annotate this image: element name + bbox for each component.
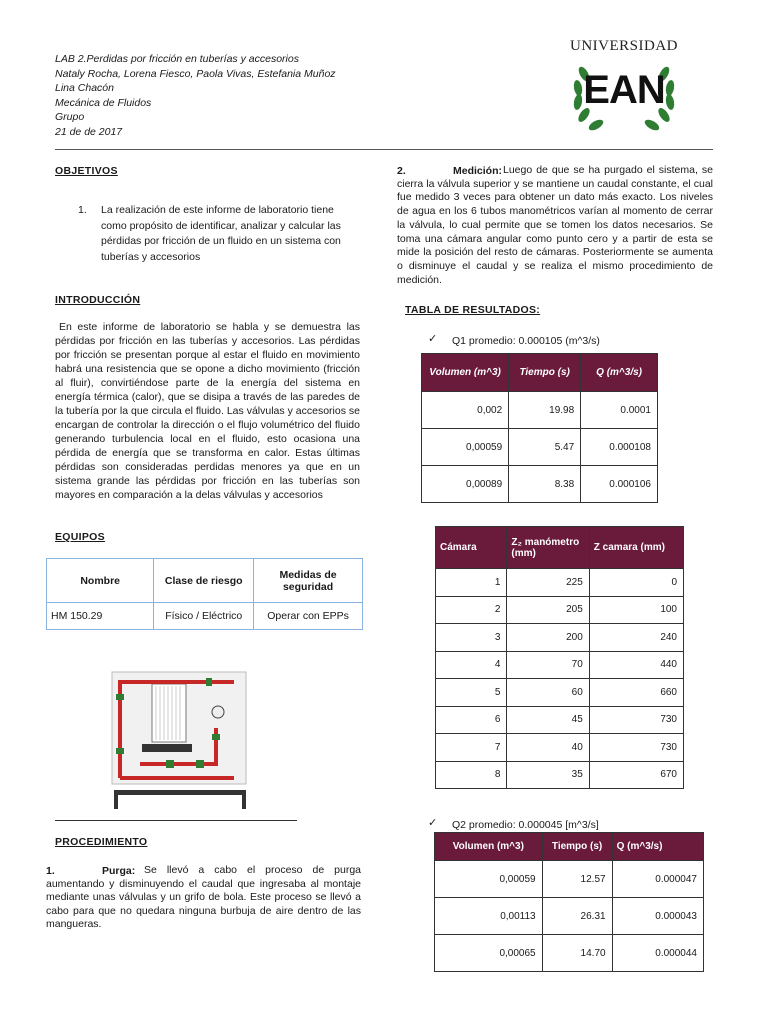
purga-number: 1. bbox=[46, 865, 55, 877]
q1-cell: 0,00059 bbox=[422, 429, 509, 466]
camaras-header-cell: Cámara bbox=[436, 527, 507, 569]
q2-header-cell: Q (m^3/s) bbox=[612, 833, 703, 861]
introduccion-heading: INTRODUCCIÓN bbox=[55, 294, 141, 306]
header-line: 21 de de 2017 bbox=[55, 125, 123, 138]
camaras-cell: 6 bbox=[436, 706, 507, 734]
equipos-header-cell: Clase de riesgo bbox=[154, 559, 254, 603]
q2-cell: 0,00113 bbox=[435, 898, 543, 935]
q2-cell: 0.000047 bbox=[612, 861, 703, 898]
header-line: LAB 2.Perdidas por fricción en tuberías y accesorios bbox=[55, 53, 299, 65]
camaras-cell: 35 bbox=[507, 761, 589, 789]
medicion-number: 2. bbox=[397, 165, 406, 177]
q1-cell: 0,002 bbox=[422, 392, 509, 429]
q2-table bbox=[434, 832, 704, 972]
q1-header-cell: Volumen (m^3) bbox=[422, 354, 509, 392]
camaras-cell: 205 bbox=[507, 596, 589, 624]
q2-header-cell: Tiempo (s) bbox=[542, 833, 612, 861]
camaras-cell: 440 bbox=[589, 651, 683, 679]
header-divider bbox=[55, 149, 713, 150]
equipos-header-cell: Medidas de seguridad bbox=[254, 559, 363, 603]
camaras-cell: 240 bbox=[589, 624, 683, 652]
camaras-cell: 670 bbox=[589, 761, 683, 789]
camaras-cell: 3 bbox=[436, 624, 507, 652]
q2-cell: 14.70 bbox=[542, 935, 612, 972]
purga-label: Purga: bbox=[102, 865, 136, 877]
q2-cell: 0.000043 bbox=[612, 898, 703, 935]
equipos-heading: EQUIPOS bbox=[55, 531, 105, 543]
camaras-cell: 40 bbox=[507, 734, 589, 762]
camaras-cell: 1 bbox=[436, 569, 507, 597]
q2-cell: 26.31 bbox=[542, 898, 612, 935]
resultados-heading: TABLA DE RESULTADOS: bbox=[405, 304, 541, 316]
camaras-cell: 5 bbox=[436, 679, 507, 707]
q1-cell: 0.000106 bbox=[581, 466, 658, 503]
header-line: Grupo bbox=[55, 111, 85, 123]
q2-cell: 0.000044 bbox=[612, 935, 703, 972]
logo-letters: EAN bbox=[583, 68, 665, 112]
document-header bbox=[55, 52, 336, 139]
q2-header-cell: Volumen (m^3) bbox=[435, 833, 543, 861]
camaras-table bbox=[435, 526, 684, 789]
q1-cell: 0,00089 bbox=[422, 466, 509, 503]
equipos-cell: HM 150.29 bbox=[47, 603, 154, 630]
camaras-cell: 0 bbox=[589, 569, 683, 597]
q1-label: Q1 promedio: 0.000105 (m^3/s) bbox=[452, 335, 600, 347]
procedimiento-heading: PROCEDIMIENTO bbox=[55, 836, 148, 848]
introduccion-text: En este informe de laboratorio se habla y se demuestra las pérdidas por fricción en las tuberías y accesorios. Las pérdidas por fricción se presentan porque al estar el fluido en movimiento habrá una resistencia que se opone a dicho movimiento (fricción al fluir), convirtiéndose parte de la energía del sistema en energía térmica (calor), que se disipa a través de las paredes de la tubería por la que circula el fluido. Las válvulas y accesorios se encargan de controlar la dirección o el flujo volumétrico del fluido generando turbulencia local en el fluido, esto ocasiona una pérdida de energía que se transforma en calor. Estas últimas pérdidas son consideradas perdidas menores ya que en un sistema grande las pérdidas por fricción en las tuberías son mayores en comparación a la delas válvulas y accesorios bbox=[55, 321, 360, 501]
q1-cell: 5.47 bbox=[509, 429, 581, 466]
objetivo-item-number: 1. bbox=[78, 204, 87, 216]
q1-cell: 8.38 bbox=[509, 466, 581, 503]
header-line: Mecánica de Fluidos bbox=[55, 96, 152, 109]
purga-text: Se llevó a cabo el proceso de purga aumentando y disminuyendo el caudal que ingresaba al montaje mediante unas válvulas y un grifo de bola. Este proceso se llevó a cabo para que no quedara ninguna burbuja de aire dentro de las mangueras. bbox=[46, 864, 361, 930]
section-divider bbox=[55, 820, 297, 821]
q1-header-cell: Tiempo (s) bbox=[509, 354, 581, 392]
camaras-cell: 8 bbox=[436, 761, 507, 789]
camaras-cell: 730 bbox=[589, 734, 683, 762]
objetivo-item-text: La realización de este informe de laboratorio tiene como propósito de identificar, analizar y calcular las pérdidas por fricción de un fluido en un sistema con tuberías y accesorios bbox=[101, 204, 341, 263]
medicion-text: Luego de que se ha purgado el sistema, se cierra la válvula superior y se mantiene un caudal constante, el cual fue medido 3 veces para obtener un dato más exacto. Los niveles de agua en los 6 tubos manométricos varían al momento de cerrar la válvula, lo cual permite que se tomen los datos necesarios. Se toma una cámara angular como punto cero y a partir de esta se mide la posición del resto de cámaras. Posteriormente se aumenta o disminuye el caudal y se realiza el mismo procedimiento de medición. bbox=[397, 164, 713, 286]
q1-table bbox=[421, 353, 658, 503]
q1-cell: 19.98 bbox=[509, 392, 581, 429]
header-line: Nataly Rocha, Lorena Fiesco, Paola Vivas, Estefania Muñoz bbox=[55, 67, 336, 80]
equipos-table bbox=[46, 558, 363, 630]
medicion-label: Medición: bbox=[453, 165, 502, 177]
camaras-cell: 660 bbox=[589, 679, 683, 707]
university-logo bbox=[566, 38, 682, 138]
q2-cell: 0,00065 bbox=[435, 935, 543, 972]
equipment-photo bbox=[106, 668, 252, 814]
camaras-cell: 70 bbox=[507, 651, 589, 679]
equipos-cell: Físico / Eléctrico bbox=[154, 603, 254, 630]
camaras-cell: 45 bbox=[507, 706, 589, 734]
camaras-cell: 730 bbox=[589, 706, 683, 734]
camaras-cell: 4 bbox=[436, 651, 507, 679]
equipos-header-cell: Nombre bbox=[47, 559, 154, 603]
camaras-cell: 2 bbox=[436, 596, 507, 624]
logo-text: UNIVERSIDAD bbox=[570, 38, 678, 54]
camaras-header-cell: Z₂ manómetro (mm) bbox=[507, 527, 589, 569]
q2-cell: 12.57 bbox=[542, 861, 612, 898]
camaras-cell: 200 bbox=[507, 624, 589, 652]
q2-cell: 0,00059 bbox=[435, 861, 543, 898]
q1-cell: 0.000108 bbox=[581, 429, 658, 466]
camaras-cell: 60 bbox=[507, 679, 589, 707]
camaras-cell: 100 bbox=[589, 596, 683, 624]
q2-label: Q2 promedio: 0.000045 [m^3/s] bbox=[452, 819, 599, 831]
q1-cell: 0.0001 bbox=[581, 392, 658, 429]
camaras-cell: 225 bbox=[507, 569, 589, 597]
checkmark-icon: ✓ bbox=[428, 333, 438, 345]
camaras-cell: 7 bbox=[436, 734, 507, 762]
header-line: Lina Chacón bbox=[55, 82, 114, 94]
equipos-cell: Operar con EPPs bbox=[254, 603, 363, 630]
objetivos-heading: OBJETIVOS bbox=[55, 165, 118, 177]
camaras-header-cell: Z camara (mm) bbox=[589, 527, 683, 569]
checkmark-icon: ✓ bbox=[428, 817, 438, 829]
q1-header-cell: Q (m^3/s) bbox=[581, 354, 658, 392]
